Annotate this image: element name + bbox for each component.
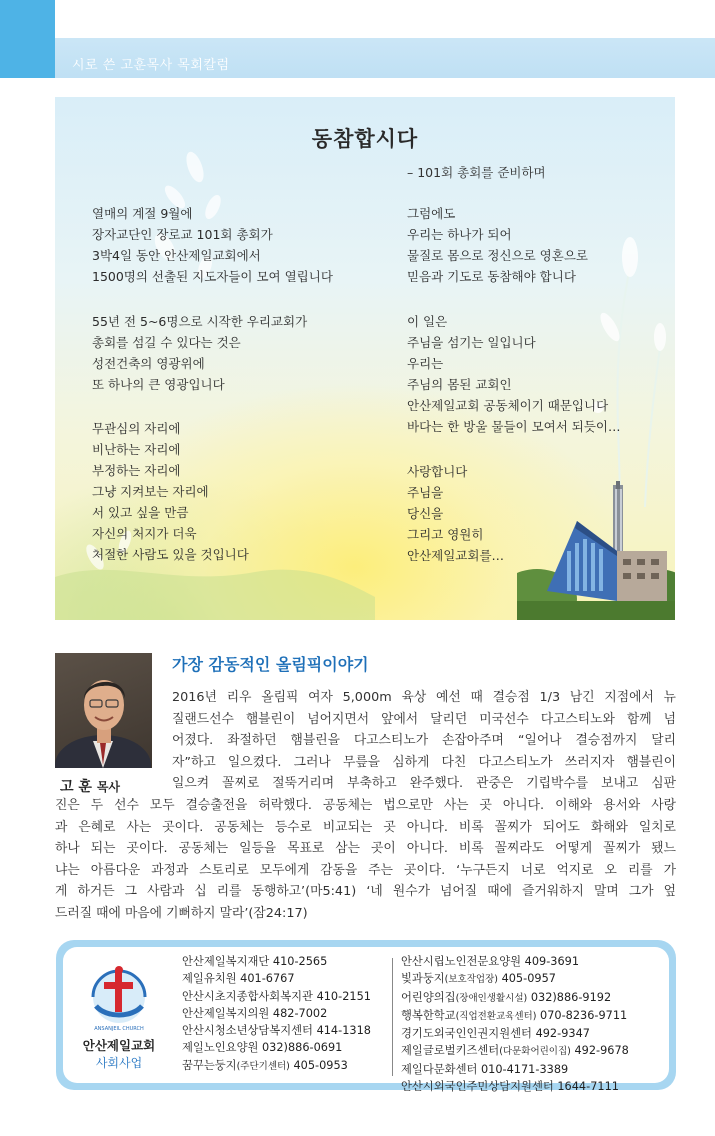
poem-line: 그리고 영원히 [407,527,484,542]
poem-line: 물질로 몸으로 정신으로 영혼으로 [407,248,588,263]
poem-line: 우리는 [407,356,444,371]
article-body-full [55,795,676,925]
church-emblem-icon [82,960,156,1034]
service-item: 어린양의집(장애인생활시설) 032)886-9192 [401,990,612,1004]
service-item: 빛과둥지(보호작업장) 405-0957 [401,972,556,986]
author-title: 목사 [96,780,120,794]
service-item: 안산시청소년상담복지센터 414-1318 [182,1024,371,1038]
poem-line: 또 하나의 큰 영광입니다 [92,377,225,392]
poem-line: 당신을 [407,506,444,521]
poem-line: 주님의 몸된 교회인 [407,377,512,392]
article-line: 질랜드선수 햄블린이 넘어지면서 앞에서 달리던 미국선수 다고스티노와 함께 넘 [172,711,676,727]
poem-stanza [407,311,621,437]
poem-line: 무관심의 자리에 [92,421,181,436]
church-name: 안산제일교회 [82,1038,156,1053]
emblem-lettering: ANSANJEIL CHURCH [94,1026,144,1032]
poem-subtitle: – 101회 총회를 준비하며 [407,165,546,180]
poem-line: 안산제일교회를… [407,548,505,563]
author-name: 고 훈 [60,779,92,795]
article-line: 드러질 때에 마음에 기뻐하지 말라’(잠24:17) [55,905,308,921]
column-title: 시로 쓴 고훈목사 목회칼럼 [72,58,230,73]
poem-line: 1500명의 선출된 지도자들이 모여 열립니다 [92,269,333,284]
poem-title: 동참합시다 [311,127,419,151]
poem-line: 안산제일교회 공동체이기 때문입니다 [407,398,609,413]
author-portrait-illustration [55,653,152,768]
article-line: 냐는 아름다운 과정과 스토리로 모두에게 감동을 주는 곳이다. ‘누구든지 너로 억지로 오 리를 가 [55,862,676,878]
article-line: 게 하거든 그 사람과 십 리를 동행하고’(마5:41) ‘네 원수가 넘어질 때에 즐거워하지 말며 그가 엎 [55,884,676,900]
service-item: 안산제일복지의원 482-7002 [182,1006,328,1020]
article-line: 일으켜 꼴찌로 절뚝거리며 부축하고 완주했다. 관중은 기립박수를 보내고 심판 [172,776,676,792]
article-line: 어졌다. 좌절하던 햄블린을 다고스티노가 손잡아주며 “일어나 결승점까지 달리 [172,733,676,749]
service-list-left [182,953,371,1075]
article-body-indented [172,687,676,795]
service-item: 안산시초지종합사회복지관 410-2151 [182,989,371,1003]
article-line: 과 은혜로 사는 곳이다. 공동체는 등수로 비교되는 곳 아니다. 비록 꼴찌가 되어도 화해와 일치로 [55,819,676,835]
poem-panel [55,97,675,620]
poem-line: 처절한 사람도 있을 것입니다 [92,547,249,562]
service-item: 행복한학교(직업전환교육센터) 070-8236-9711 [401,1008,628,1022]
article-line: 2016년 리우 올림픽 여자 5,000m 육상 예선 때 결승점 1/3 남긴 지점에서 뉴 [172,690,676,705]
poem-line: 우리는 하나가 되어 [407,227,512,242]
poem-line: 장자교단인 장로교 101회 총회가 [92,227,273,242]
poem-line: 성전건축의 영광위에 [92,356,205,371]
service-item: 경기도외국인인권지원센터 492-9347 [401,1027,590,1041]
service-item: 제일글로벌키즈센터(다문화어린이집) 492-9678 [401,1044,629,1058]
poem-line: 55년 전 5~6명으로 시작한 우리교회가 [92,314,308,329]
poem-stanza [407,461,504,566]
service-item: 제일다문화센터 010-4171-3389 [401,1062,569,1076]
poem-stanza [407,203,588,287]
ministry-label: 사회사업 [95,1056,143,1070]
poem-line: 사랑합니다 [407,464,468,479]
poem-line: 열매의 계절 9월에 [92,206,193,221]
column-divider [392,958,393,1076]
service-item: 안산제일복지재단 410-2565 [182,955,328,968]
poem-line: 그냥 지켜보는 자리에 [92,484,209,499]
article-line: 자”하고 일으켰다. 그러나 무릎을 심하게 다친 다고스티노가 쓰러지자 햄블린이 [172,754,676,770]
church-building-illustration [517,481,675,620]
poem-line: 3박4일 동안 안산제일교회에서 [92,248,261,263]
poem-line: 총회를 섬길 수 있다는 것은 [92,335,241,350]
poem-line: 이 일은 [407,314,448,329]
service-list-right [401,953,629,1095]
author-photo [55,653,152,768]
poem-stanza [92,311,307,395]
poem-line: 주님을 [407,485,444,500]
poem-line: 비난하는 자리에 [92,442,181,457]
service-item: 제일유치원 401-6767 [182,972,295,986]
poem-stanza [92,418,249,565]
poem-line: 믿음과 기도로 동참해야 합니다 [407,269,576,284]
poem-line: 서 있고 싶을 만큼 [92,505,189,520]
service-item: 제일노인요양원 032)886-0691 [182,1041,343,1055]
poem-line: 바다는 한 방울 물들이 모여서 되듯이… [407,419,621,434]
author-name-label [60,776,120,796]
poem-line: 자신의 처지가 더욱 [92,526,197,541]
service-item: 꿈꾸는둥지(주단기센터) 405-0953 [182,1058,348,1072]
poem-line: 주님을 섬기는 일입니다 [407,335,536,350]
service-item: 안산시립노인전문요양원 409-3691 [401,955,580,968]
article-line: 하나 되는 곳이다. 공동체는 일등을 목표로 삼는 곳이 아니다. 비록 꼴찌라도 어떻게 꼴찌가 됐느 [55,841,676,857]
poem-line: 부정하는 자리에 [92,463,181,478]
poem-line: 그럼에도 [407,206,456,221]
poem-stanza [92,203,333,287]
article-title: 가장 감동적인 올림픽이야기 [172,655,369,674]
article-line: 진은 두 선수 모두 결승출전을 허락했다. 공동체는 법으로만 사는 곳 아니다. 이해와 용서와 사랑 [55,798,676,813]
header-tab [0,0,55,78]
service-item: 안산시외국인주민상담지원센터 1644-7111 [401,1080,619,1094]
